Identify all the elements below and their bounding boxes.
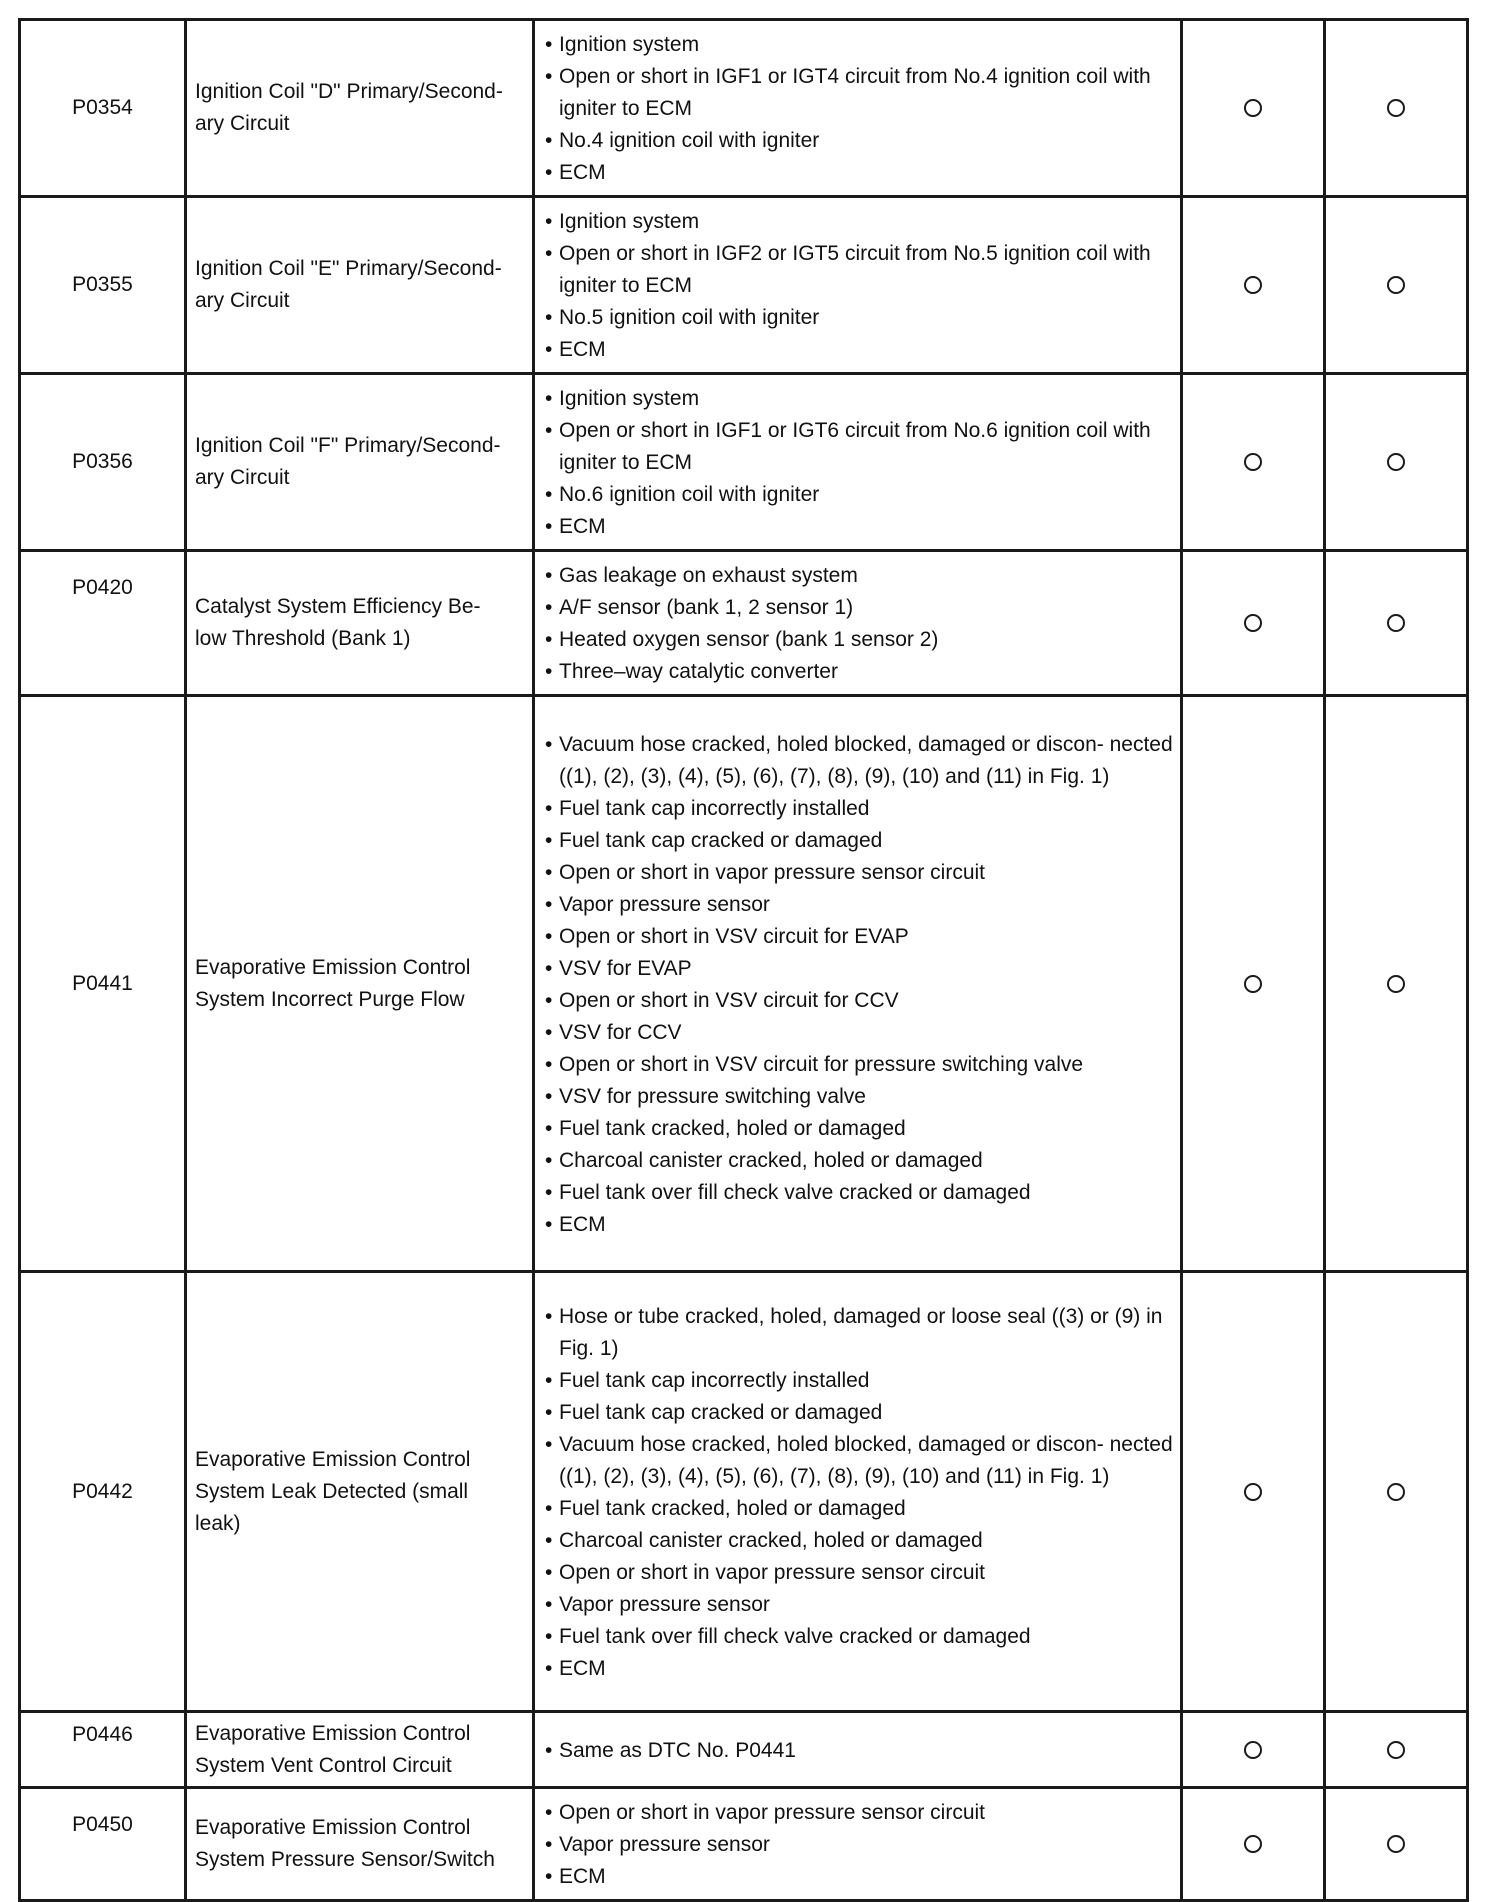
trouble-area-list bbox=[545, 560, 1174, 688]
list-item: • Vacuum hose cracked, holed blocked, damaged or discon- nected ((1), (2), (3), (4), (5), (6), (7), (8), (9), (10) and (11) in Fig. 1) bbox=[545, 1432, 1173, 1488]
list-item: • Open or short in VSV circuit for EVAP bbox=[545, 924, 909, 948]
trouble-area-list bbox=[545, 206, 1174, 366]
list-item: • Heated oxygen sensor (bank 1 sensor 2) bbox=[545, 628, 939, 651]
list-item: • Fuel tank cracked, holed or damaged bbox=[545, 1496, 906, 1520]
mil-cell bbox=[1182, 1712, 1325, 1788]
list-item: • Three–way catalytic converter bbox=[545, 660, 838, 683]
circle-icon bbox=[1387, 1483, 1405, 1501]
list-item: • Ignition system bbox=[545, 210, 700, 233]
list-item: • Fuel tank cap cracked or damaged bbox=[545, 1400, 883, 1424]
dtc-code: P0450 bbox=[72, 1813, 133, 1836]
circle-icon bbox=[1387, 453, 1405, 471]
dtc-code: P0356 bbox=[72, 450, 133, 473]
detection-item: Evaporative Emission Control System Leak Detected (small leak) bbox=[195, 1447, 471, 1535]
trouble-area-list bbox=[545, 29, 1174, 189]
list-item: • Open or short in vapor pressure sensor circuit bbox=[545, 1560, 986, 1584]
list-item: • Fuel tank cap incorrectly installed bbox=[545, 1368, 870, 1392]
trouble-area-list bbox=[545, 1301, 1174, 1685]
dtc-table-body bbox=[20, 20, 1468, 1901]
list-item: • Open or short in VSV circuit for pressure switching valve bbox=[545, 1052, 1084, 1076]
list-item: • ECM bbox=[545, 161, 606, 184]
circle-icon bbox=[1387, 1835, 1405, 1853]
mil-cell bbox=[1182, 551, 1325, 696]
mil-cell bbox=[1182, 1788, 1325, 1901]
detection-item-cell bbox=[186, 1788, 534, 1901]
dtc-code: P0442 bbox=[72, 1479, 133, 1503]
table-row bbox=[20, 551, 1468, 696]
detection-item-cell bbox=[186, 1272, 534, 1712]
trouble-area-list bbox=[545, 1735, 1174, 1767]
list-item: • No.4 ignition coil with igniter bbox=[545, 129, 820, 152]
memory-cell bbox=[1325, 374, 1468, 551]
detection-item: Evaporative Emission Control System Vent Control Circuit bbox=[195, 1721, 471, 1777]
memory-cell bbox=[1325, 197, 1468, 374]
list-item: • Open or short in IGF2 or IGT5 circuit from No.5 ignition coil with igniter to ECM bbox=[545, 242, 1151, 297]
dtc-table bbox=[18, 18, 1469, 1902]
dtc-code: P0446 bbox=[72, 1723, 133, 1746]
circle-icon bbox=[1387, 614, 1405, 632]
circle-icon bbox=[1244, 1741, 1262, 1759]
trouble-area-cell bbox=[534, 1788, 1182, 1901]
dtc-code-cell bbox=[20, 551, 186, 696]
list-item: • VSV for pressure switching valve bbox=[545, 1084, 866, 1108]
table-row bbox=[20, 1712, 1468, 1788]
memory-cell bbox=[1325, 1788, 1468, 1901]
trouble-area-cell bbox=[534, 696, 1182, 1272]
trouble-area-cell bbox=[534, 551, 1182, 696]
dtc-code: P0441 bbox=[72, 971, 133, 995]
list-item: • Open or short in vapor pressure sensor circuit bbox=[545, 1801, 986, 1824]
detection-item-cell bbox=[186, 374, 534, 551]
list-item: • ECM bbox=[545, 1656, 606, 1680]
dtc-code-cell bbox=[20, 1712, 186, 1788]
trouble-area-cell bbox=[534, 20, 1182, 197]
circle-icon bbox=[1244, 1483, 1262, 1501]
detection-item: Evaporative Emission Control System Incorrect Purge Flow bbox=[195, 955, 471, 1011]
table-row bbox=[20, 197, 1468, 374]
circle-icon bbox=[1387, 975, 1405, 993]
table-row bbox=[20, 374, 1468, 551]
dtc-code-cell bbox=[20, 1788, 186, 1901]
dtc-code-cell bbox=[20, 696, 186, 1272]
list-item: • A/F sensor (bank 1, 2 sensor 1) bbox=[545, 596, 854, 619]
detection-item: Ignition Coil "D" Primary/Second- ary Circuit bbox=[195, 80, 503, 135]
detection-item-cell bbox=[186, 197, 534, 374]
list-item: • Charcoal canister cracked, holed or damaged bbox=[545, 1528, 983, 1552]
trouble-area-cell bbox=[534, 1272, 1182, 1712]
dtc-code: P0354 bbox=[72, 96, 133, 119]
detection-item: Ignition Coil "F" Primary/Second- ary Circuit bbox=[195, 434, 501, 489]
mil-cell bbox=[1182, 197, 1325, 374]
list-item: • Vapor pressure sensor bbox=[545, 1592, 770, 1616]
list-item: • Fuel tank cap cracked or damaged bbox=[545, 828, 883, 852]
list-item: • Vacuum hose cracked, holed blocked, damaged or discon- nected ((1), (2), (3), (4), (5), (6), (7), (8), (9), (10) and (11) in Fig. 1) bbox=[545, 732, 1173, 788]
list-item: • No.6 ignition coil with igniter bbox=[545, 483, 820, 506]
circle-icon bbox=[1244, 276, 1262, 294]
list-item: • ECM bbox=[545, 1865, 606, 1888]
circle-icon bbox=[1244, 99, 1262, 117]
mil-cell bbox=[1182, 696, 1325, 1272]
dtc-code-cell bbox=[20, 374, 186, 551]
trouble-area-cell bbox=[534, 197, 1182, 374]
table-row bbox=[20, 1788, 1468, 1901]
list-item: • Ignition system bbox=[545, 387, 700, 410]
memory-cell bbox=[1325, 1712, 1468, 1788]
list-item: • VSV for EVAP bbox=[545, 956, 692, 980]
list-item: • Charcoal canister cracked, holed or damaged bbox=[545, 1148, 983, 1172]
memory-cell bbox=[1325, 696, 1468, 1272]
trouble-area-list bbox=[545, 1797, 1174, 1893]
list-item: • Open or short in vapor pressure sensor circuit bbox=[545, 860, 986, 884]
list-item: • Open or short in IGF1 or IGT4 circuit from No.4 ignition coil with igniter to ECM bbox=[545, 65, 1151, 120]
circle-icon bbox=[1387, 99, 1405, 117]
list-item: • Same as DTC No. P0441 bbox=[545, 1738, 796, 1762]
circle-icon bbox=[1244, 614, 1262, 632]
list-item: • Hose or tube cracked, holed, damaged or loose seal ((3) or (9) in Fig. 1) bbox=[545, 1304, 1163, 1360]
detection-item-cell bbox=[186, 1712, 534, 1788]
list-item: • Open or short in IGF1 or IGT6 circuit from No.6 ignition coil with igniter to ECM bbox=[545, 419, 1151, 474]
dtc-code-cell bbox=[20, 20, 186, 197]
detection-item-cell bbox=[186, 696, 534, 1272]
trouble-area-cell bbox=[534, 1712, 1182, 1788]
detection-item: Ignition Coil "E" Primary/Second- ary Circuit bbox=[195, 257, 502, 312]
detection-item-cell bbox=[186, 551, 534, 696]
circle-icon bbox=[1387, 276, 1405, 294]
dtc-code-cell bbox=[20, 1272, 186, 1712]
detection-item: Evaporative Emission Control System Pressure Sensor/Switch bbox=[195, 1816, 495, 1871]
trouble-area-cell bbox=[534, 374, 1182, 551]
table-row bbox=[20, 696, 1468, 1272]
circle-icon bbox=[1387, 1741, 1405, 1759]
list-item: • Fuel tank cap incorrectly installed bbox=[545, 796, 870, 820]
list-item: • ECM bbox=[545, 515, 606, 538]
list-item: • Gas leakage on exhaust system bbox=[545, 564, 858, 587]
dtc-code: P0420 bbox=[72, 576, 133, 599]
list-item: • Fuel tank over fill check valve cracked or damaged bbox=[545, 1180, 1031, 1204]
list-item: • Ignition system bbox=[545, 33, 700, 56]
mil-cell bbox=[1182, 1272, 1325, 1712]
list-item: • Fuel tank over fill check valve cracked or damaged bbox=[545, 1624, 1031, 1648]
list-item: • ECM bbox=[545, 338, 606, 361]
memory-cell bbox=[1325, 551, 1468, 696]
memory-cell bbox=[1325, 1272, 1468, 1712]
list-item: • Fuel tank cracked, holed or damaged bbox=[545, 1116, 906, 1140]
detection-item-cell bbox=[186, 20, 534, 197]
list-item: • VSV for CCV bbox=[545, 1020, 682, 1044]
trouble-area-list bbox=[545, 383, 1174, 543]
dtc-code-cell bbox=[20, 197, 186, 374]
table-row bbox=[20, 1272, 1468, 1712]
dtc-code: P0355 bbox=[72, 273, 133, 296]
list-item: • Open or short in VSV circuit for CCV bbox=[545, 988, 899, 1012]
detection-item: Catalyst System Efficiency Be- low Threshold (Bank 1) bbox=[195, 595, 481, 650]
list-item: • Vapor pressure sensor bbox=[545, 892, 770, 916]
trouble-area-list bbox=[545, 729, 1174, 1241]
list-item: • Vapor pressure sensor bbox=[545, 1833, 770, 1856]
table-row bbox=[20, 20, 1468, 197]
list-item: • ECM bbox=[545, 1212, 606, 1236]
memory-cell bbox=[1325, 20, 1468, 197]
circle-icon bbox=[1244, 975, 1262, 993]
list-item: • No.5 ignition coil with igniter bbox=[545, 306, 820, 329]
mil-cell bbox=[1182, 374, 1325, 551]
circle-icon bbox=[1244, 1835, 1262, 1853]
mil-cell bbox=[1182, 20, 1325, 197]
circle-icon bbox=[1244, 453, 1262, 471]
